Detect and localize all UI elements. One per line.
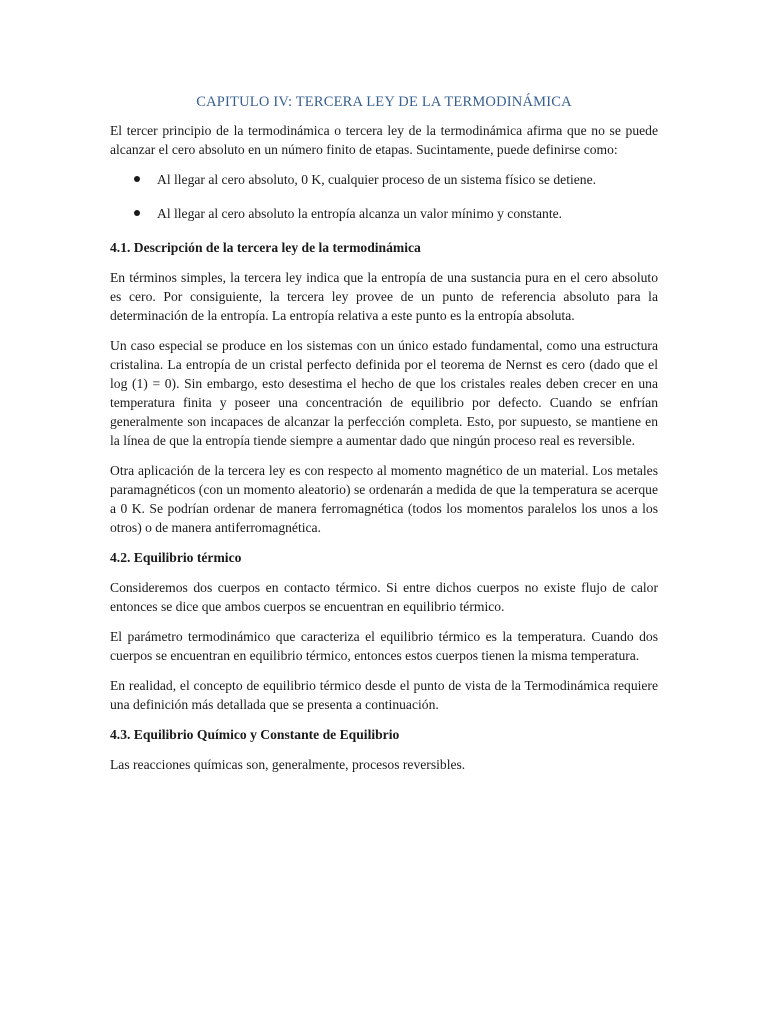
paragraph: Las reacciones químicas son, generalmente, procesos reversibles. (110, 757, 466, 772)
bullet-list (110, 170, 658, 223)
paragraph: Consideremos dos cuerpos en contacto térmico. Si entre dichos cuerpos no existe flujo de calor entonces se dice que ambos cuerpos se encuentran en equilibrio térmico. (110, 580, 658, 614)
paragraph: Otra aplicación de la tercera ley es con respecto al momento magnético de un material. Los metales paramagnéticos (con un momento aleatorio) se ordenarán a medida de que la temperatura se acerque a 0 K. Se podrían ordenar de manera ferromagnética (todos los momentos paralelos los unos a los otros) o de manera antiferromagnética. (110, 463, 658, 535)
paragraph: Un caso especial se produce en los sistemas con un único estado fundamental, como una estructura cristalina. La entropía de un cristal perfecto definida por el teorema de Nernst es cero (dado que el log (1) = 0). Sin embargo, esto desestima el hecho de que los cristales reales deben crecer en una temperatura finita y poseer una concentración de equilibrio por defecto. Cuando se enfrían generalmente son incapaces de alcanzar la perfección completa. Esto, por supuesto, se mantiene en la línea de que la entropía tiende siempre a aumentar dado que ningún proceso real es reversible. (110, 338, 658, 448)
section-4-3 (110, 725, 658, 774)
paragraph: En realidad, el concepto de equilibrio térmico desde el punto de vista de la Termodinámica requiere una definición más detallada que se presenta a continuación. (110, 678, 658, 712)
bullet-text: Al llegar al cero absoluto la entropía alcanza un valor mínimo y constante. (157, 206, 563, 221)
bullet-text: Al llegar al cero absoluto, 0 K, cualquier proceso de un sistema físico se detiene. (157, 172, 597, 187)
section-heading: 4.1. Descripción de la tercera ley de la termodinámica (110, 240, 421, 255)
paragraph: El parámetro termodinámico que caracteriza el equilibrio térmico es la temperatura. Cuando dos cuerpos se encuentran en equilibrio térmico, entonces estos cuerpos tienen la misma temperatura. (110, 629, 658, 663)
chapter-title: CAPITULO IV: TERCERA LEY DE LA TERMODINÁMICA (196, 94, 572, 110)
section-heading: 4.2. Equilibrio térmico (110, 550, 242, 565)
section-4-2 (110, 548, 658, 714)
section-4-1 (110, 238, 658, 537)
bullet-item (110, 170, 658, 189)
bullet-item (110, 204, 658, 223)
bullet-dot-icon (134, 176, 140, 182)
bullet-dot-icon (134, 210, 140, 216)
section-heading: 4.3. Equilibrio Químico y Constante de Equilibrio (110, 727, 400, 742)
intro-paragraph: El tercer principio de la termodinámica o tercera ley de la termodinámica afirma que no se puede alcanzar el cero absoluto en un número finito de etapas. Sucintamente, puede definirse como: (110, 123, 658, 157)
paragraph: En términos simples, la tercera ley indica que la entropía de una sustancia pura en el cero absoluto es cero. Por consiguiente, la tercera ley provee de un punto de referencia absoluto para la determinación de la entropía. La entropía relativa a este punto es la entropía absoluta. (110, 270, 658, 323)
